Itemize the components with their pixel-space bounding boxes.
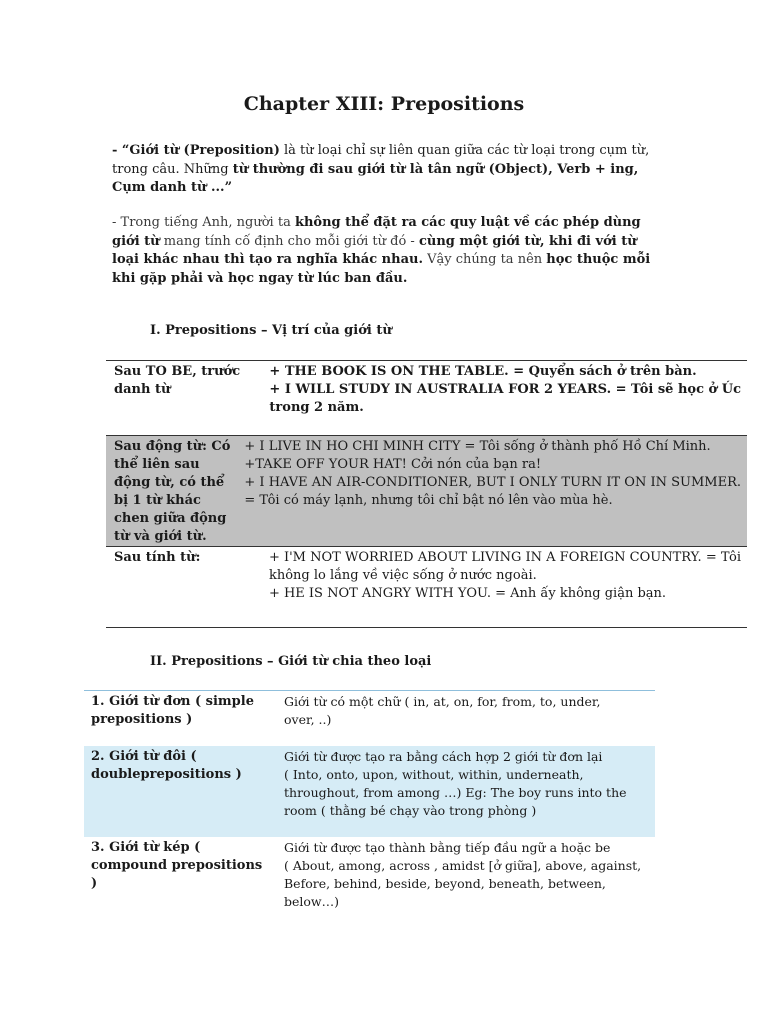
example-line: + I'M NOT WORRIED ABOUT LIVING IN A FOREIGN COUNTRY. = Tôi — [268, 550, 741, 565]
row-description — [278, 691, 655, 746]
intro-p2-emphasis-f: học thuộc mỗi khi gặp phải và học ngay từ lúc ban đầu. — [112, 252, 651, 286]
description-line: Giới từ được tạo ra bằng cách hợp 2 giới từ đơn lại — [284, 749, 603, 764]
row-label: 2. Giới từ đôi ( doubleprepositions ) — [91, 749, 242, 782]
row-description — [278, 746, 655, 837]
types-table — [84, 690, 655, 917]
section-1-heading: I. Prepositions – Vị trí của giới từ — [150, 323, 392, 338]
table-row — [84, 746, 655, 837]
example-line: trong 2 năm. — [269, 400, 364, 415]
example-line: = Tôi có máy lạnh, nhưng tôi chỉ bật nó lên vào mùa hè. — [244, 493, 613, 508]
intro-p2-emphasis-b: không thể đặt ra các quy luật về các phép dùng giới từ — [112, 215, 641, 249]
table-row — [106, 546, 747, 627]
row-label: 3. Giới từ kép ( compound prepositions ) — [91, 840, 263, 891]
row-description — [278, 837, 655, 917]
row-label: Sau động từ: Có thể liên sau động từ, có thể bị 1 từ khác chen giữa động từ và giới từ. — [114, 439, 231, 544]
description-line: ( About, among, across , amidst [ở giữa], above, against, — [284, 858, 642, 873]
row-label: 1. Giới từ đơn ( simple prepositions ) — [91, 694, 254, 727]
description-line: Giới từ có một chữ ( in, at, on, for, from, to, under, — [284, 694, 601, 709]
row-examples — [238, 436, 747, 546]
description-line: room ( thằng bé chạy vào trong phòng ) — [284, 803, 537, 818]
example-line: + THE BOOK IS ON THE TABLE. = Quyển sách ở trên bàn. — [269, 364, 697, 379]
description-line: Giới từ được tạo thành bằng tiếp đầu ngữ a hoặc be — [284, 840, 611, 855]
row-label: Sau tính từ: — [114, 550, 201, 565]
description-line: below…) — [284, 894, 339, 909]
table-row — [106, 435, 747, 546]
example-line: + I WILL STUDY IN AUSTRALIA FOR 2 YEARS. = Tôi sẽ học ở Úc — [269, 382, 741, 397]
example-line: +TAKE OFF YOUR HAT! Cởi nón của bạn ra! — [244, 457, 542, 472]
intro-p2-text-e: Vậy chúng ta nên — [422, 252, 547, 267]
intro-p1-emphasis: từ thường đi sau giới từ là tân ngữ (Object), Verb + ing, Cụm danh từ ...” — [112, 161, 639, 195]
example-line: + I LIVE IN HO CHI MINH CITY = Tôi sống ở thành phố Hồ Chí Minh. — [244, 439, 711, 454]
table-row — [106, 361, 747, 435]
example-line: không lo lắng về việc sống ở nước ngoài. — [268, 568, 537, 583]
row-examples — [263, 361, 747, 435]
table-row — [84, 837, 655, 917]
intro-p1-term: - “Giới từ (Preposition) — [112, 143, 280, 158]
section-2-heading: II. Prepositions – Giới từ chia theo loại — [150, 654, 432, 669]
description-line: Before, behind, beside, beyond, beneath, between, — [284, 876, 606, 891]
intro-paragraph-1 — [112, 142, 657, 198]
position-table — [106, 360, 747, 628]
example-line: + HE IS NOT ANGRY WITH YOU. = Anh ấy không giận bạn. — [268, 586, 667, 601]
row-examples — [263, 547, 747, 627]
intro-p2-text-a: - Trong tiếng Anh, người ta — [112, 215, 295, 230]
intro-p2-emphasis-d: cùng một giới từ, khi đi với từ loại khác nhau thì tạo ra nghĩa khác nhau. — [112, 233, 637, 267]
example-line: + I HAVE AN AIR-CONDITIONER, BUT I ONLY TURN IT ON IN SUMMER. — [244, 475, 741, 490]
description-line: throughout, from among …) Eg: The boy runs into the — [284, 785, 627, 800]
page-title: Chapter XIII: Prepositions — [243, 93, 525, 115]
row-label: Sau TO BE, trước danh từ — [114, 364, 241, 397]
intro-p1-text: là từ loại chỉ sự liên quan giữa các từ loại trong cụm từ, trong câu. Những — [112, 143, 650, 177]
intro-p2-text-c: mang tính cố định cho mỗi giới từ đó - — [159, 233, 419, 249]
description-line: over, ..) — [284, 712, 332, 727]
description-line: ( Into, onto, upon, without, within, underneath, — [284, 767, 584, 782]
table-row — [84, 691, 655, 746]
intro-paragraph-2 — [112, 214, 657, 288]
